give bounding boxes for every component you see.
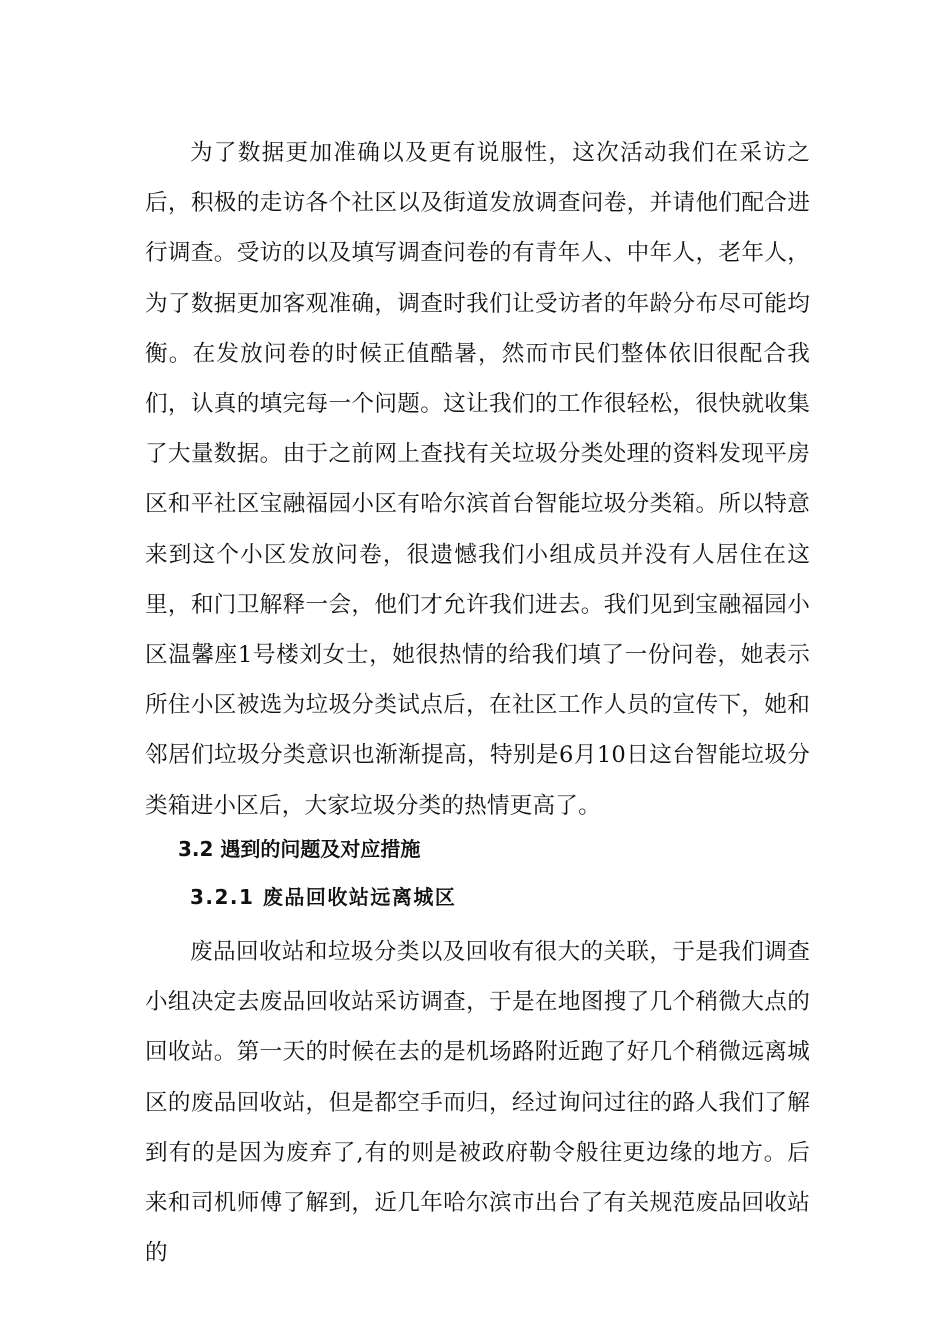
subsection-heading-3-2-1: 3.2.1 废品回收站远离城区 xyxy=(190,885,457,909)
body-paragraph-survey: 为了数据更加准确以及更有说服性，这次活动我们在采访之后，积极的走访各个社区以及街道发放调查问卷，并请他们配合进行调查。受访的以及填写调查问卷的有青年人、中年人，老年人，为了数据更加客观准确，调查时我们让受访者的年龄分布尽可能均衡。在发放问卷的时候正值酷暑，然而市民们整体依旧很配合我们，认真的填完每一个问题。这让我们的工作很轻松，很快就收集了大量数据。由于之前网上查找有关垃圾分类处理的资料发现平房区和平社区宝融福园小区有哈尔滨首台智能垃圾分类箱。所以特意来到这个小区发放问卷，很遗憾我们小组成员并没有人居住在这里，和门卫解释一会，他们才允许我们进去。我们见到宝融福园小区温馨座1号楼刘女士，她很热情的给我们填了一份问卷，她表示所住小区被选为垃圾分类试点后，在社区工作人员的宣传下，她和邻居们垃圾分类意识也渐渐提高，特别是6月10日这台智能垃圾分类箱进小区后，大家垃圾分类的热情更高了。 xyxy=(145,140,810,819)
body-paragraph-recycling: 废品回收站和垃圾分类以及回收有很大的关联，于是我们调查小组决定去废品回收站采访调查，于是在地图搜了几个稍微大点的回收站。第一天的时候在去的是机场路附近跑了好几个稍微远离城区的废品回收站，但是都空手而归，经过询问过往的路人我们了解到有的是因为废弃了,有的则是被政府勒令般往更边缘的地方。后来和司机师傅了解到，近几年哈尔滨市出台了有关规范废品回收站的 xyxy=(145,939,810,1267)
section-heading-3-2: 3.2 遇到的问题及对应措施 xyxy=(178,837,421,861)
